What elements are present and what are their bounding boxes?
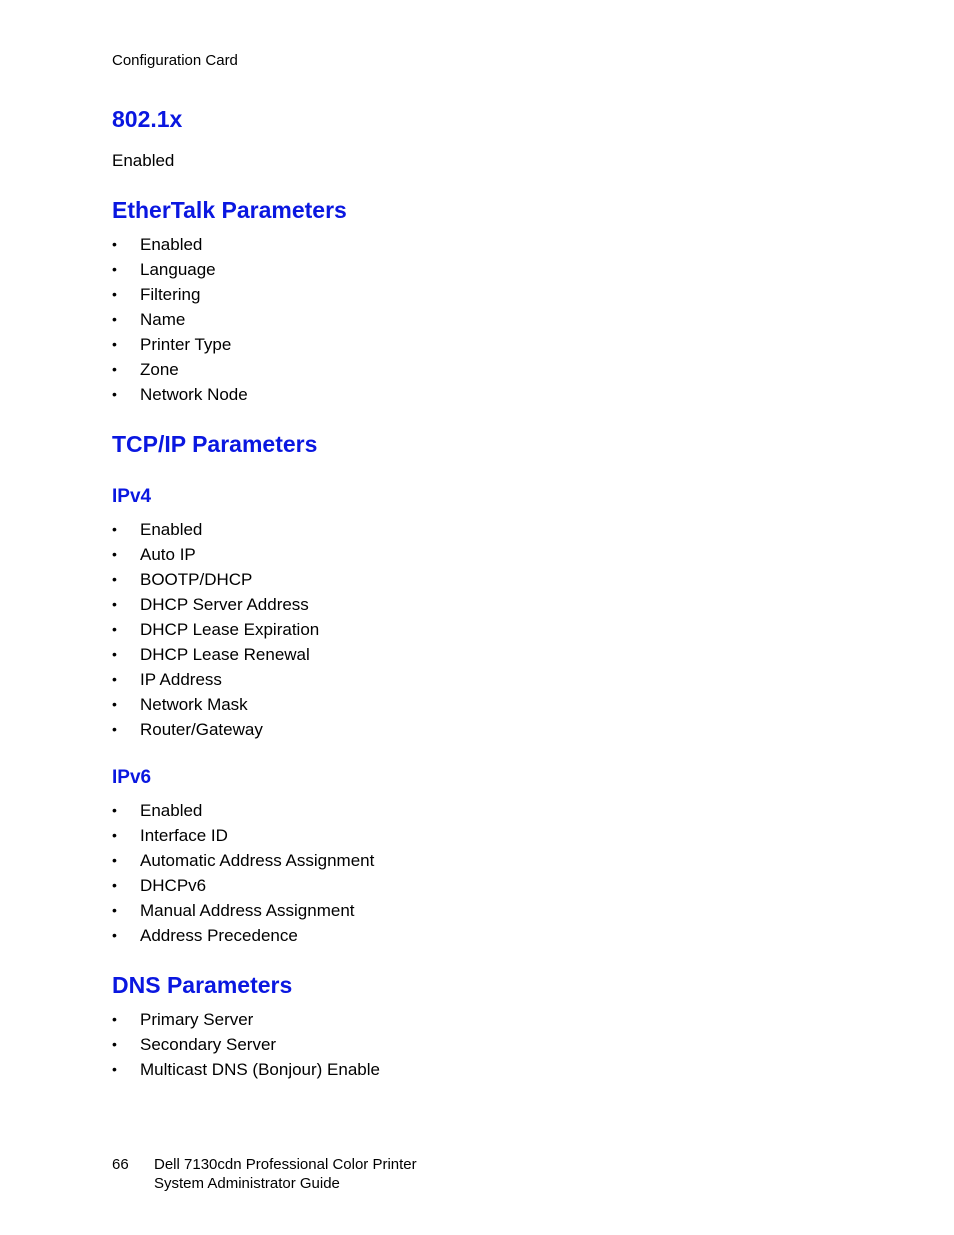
bullet-icon: • — [112, 286, 117, 302]
list-item-label: Router/Gateway — [140, 720, 263, 739]
list-item — [112, 692, 319, 717]
list-item-label: Language — [140, 260, 216, 279]
list-item — [112, 232, 248, 257]
bullet-icon: • — [112, 671, 117, 687]
bullet-icon: • — [112, 827, 117, 843]
list-item-label: DHCP Server Address — [140, 595, 309, 614]
list-item-label: BOOTP/DHCP — [140, 570, 253, 589]
list-item — [112, 617, 319, 642]
list-item — [112, 667, 319, 692]
list-item-label: DHCP Lease Renewal — [140, 645, 310, 664]
list-item-label: Enabled — [140, 801, 203, 820]
list-ethertalk — [112, 232, 248, 407]
list-item-label: IP Address — [140, 670, 222, 689]
list-item — [112, 592, 319, 617]
list-item-label: Filtering — [140, 285, 201, 304]
footer-title — [154, 1155, 417, 1193]
list-item-label: Enabled — [140, 235, 203, 254]
list-item — [112, 282, 248, 307]
list-item — [112, 1007, 380, 1032]
list-item-label: Automatic Address Assignment — [140, 851, 375, 870]
bullet-icon: • — [112, 721, 117, 737]
bullet-icon: • — [112, 521, 117, 537]
list-item-label: DHCPv6 — [140, 876, 207, 895]
list-item — [112, 898, 374, 923]
list-item — [112, 257, 248, 282]
heading-dns: DNS Parameters — [112, 972, 293, 998]
bullet-icon: • — [112, 596, 117, 612]
bullet-icon: • — [112, 902, 117, 918]
bullet-icon: • — [112, 546, 117, 562]
bullet-icon: • — [112, 336, 117, 352]
page-number: 66 — [112, 1156, 129, 1173]
list-item-label: Enabled — [140, 520, 203, 539]
list-item-label: Network Mask — [140, 695, 248, 714]
list-item — [112, 307, 248, 332]
bullet-icon: • — [112, 646, 117, 662]
list-item — [112, 717, 319, 742]
list-item-label: Multicast DNS (Bonjour) Enable — [140, 1060, 380, 1079]
list-ipv6 — [112, 798, 374, 948]
bullet-icon: • — [112, 386, 117, 402]
list-item-label: DHCP Lease Expiration — [140, 620, 320, 639]
list-item-label: Secondary Server — [140, 1035, 277, 1054]
list-item-label: Name — [140, 310, 186, 329]
list-item-label: Manual Address Assignment — [140, 901, 355, 920]
list-item-label: Zone — [140, 360, 179, 379]
list-item — [112, 542, 319, 567]
heading-ipv6: IPv6 — [112, 767, 152, 788]
list-item — [112, 798, 374, 823]
list-item — [112, 382, 248, 407]
heading-tcpip: TCP/IP Parameters — [112, 431, 318, 457]
list-item — [112, 1032, 380, 1057]
bullet-icon: • — [112, 311, 117, 327]
list-item-label: Primary Server — [140, 1010, 254, 1029]
footer-line-1: Dell 7130cdn Professional Color Printer — [154, 1156, 417, 1173]
list-item-label: Auto IP — [140, 545, 196, 564]
bullet-icon: • — [112, 621, 117, 637]
footer-line-2: System Administrator Guide — [154, 1175, 340, 1192]
list-item-label: Interface ID — [140, 826, 228, 845]
bullet-icon: • — [112, 696, 117, 712]
bullet-icon: • — [112, 1011, 117, 1027]
list-ipv4 — [112, 517, 319, 742]
list-dns — [112, 1007, 380, 1082]
running-head: Configuration Card — [112, 52, 238, 69]
list-item — [112, 1057, 380, 1082]
list-item — [112, 642, 319, 667]
list-item — [112, 823, 374, 848]
list-item — [112, 357, 248, 382]
heading-802-1x: 802.1x — [112, 106, 183, 132]
list-item-label: Address Precedence — [140, 926, 298, 945]
list-item — [112, 567, 319, 592]
bullet-icon: • — [112, 361, 117, 377]
bullet-icon: • — [112, 571, 117, 587]
list-item — [112, 873, 374, 898]
bullet-icon: • — [112, 1061, 117, 1077]
list-item-label: Printer Type — [140, 335, 232, 354]
list-item — [112, 332, 248, 357]
list-item — [112, 517, 319, 542]
bullet-icon: • — [112, 927, 117, 943]
bullet-icon: • — [112, 802, 117, 818]
list-item-label: Network Node — [140, 385, 248, 404]
bullet-icon: • — [112, 852, 117, 868]
bullet-icon: • — [112, 261, 117, 277]
paragraph-802-1x: Enabled — [112, 151, 175, 170]
bullet-icon: • — [112, 1036, 117, 1052]
list-item — [112, 923, 374, 948]
bullet-icon: • — [112, 877, 117, 893]
heading-ethertalk: EtherTalk Parameters — [112, 197, 347, 223]
list-item — [112, 848, 374, 873]
heading-ipv4: IPv4 — [112, 486, 152, 507]
bullet-icon: • — [112, 236, 117, 252]
